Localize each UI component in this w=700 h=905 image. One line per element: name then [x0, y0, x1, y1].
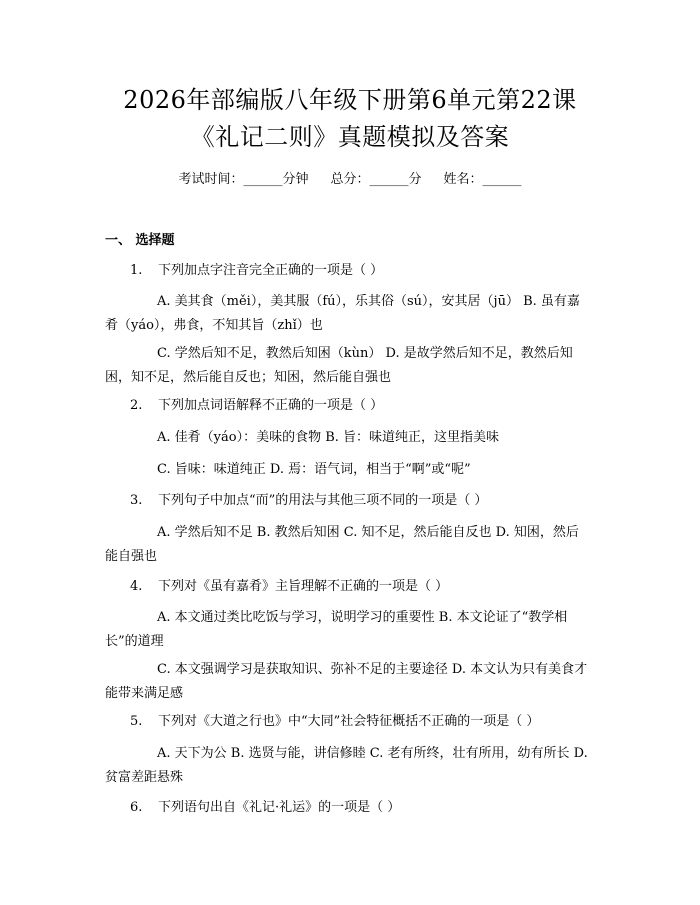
- section-heading: 一、 选择题: [105, 233, 175, 248]
- question-stem: [130, 395, 600, 417]
- question-options: A. 佳肴（yáo）：美味的食物 B. 旨：味道纯正，这里指美味: [157, 430, 500, 445]
- question-text: 下列句子中加点“而”的用法与其他三项不同的一项是（ ）: [158, 493, 488, 508]
- question-options: A. 美其食（měi），美其服（fú），乐其俗（sú），安其居（jū） B. 虽有嘉肴（yáo），弗食，不知其旨（zhǐ）也: [105, 294, 580, 333]
- question-options: C. 学然后知不足，教然后知困（kùn） D. 是故学然后知不足，教然后知困，知不足，然后能自反也；知困，然后能自强也: [105, 346, 573, 385]
- question-stem: [130, 490, 600, 512]
- question-number: 4.: [130, 579, 143, 594]
- question-stem: [130, 797, 600, 819]
- question-options: A. 学然后知不足 B. 教然后知困 C. 知不足，然后能自反也 D. 知困，然后能自强也: [105, 525, 579, 564]
- question-text: 下列对《虽有嘉肴》主旨理解不正确的一项是（ ）: [158, 579, 449, 594]
- document-title-line1: 2026年部编版八年级下册第6单元第22课: [123, 86, 577, 114]
- exam-time: 考试时间：______分钟: [178, 172, 309, 187]
- question-options: A. 天下为公 B. 选贤与能，讲信修睦 C. 老有所终，壮有所用，幼有所长 D. 贫富差距悬殊: [105, 746, 588, 785]
- question-options: C. 本文强调学习是获取知识、弥补不足的主要途径 D. 本文认为只有美食才能带来满足感: [105, 662, 588, 701]
- question-text: 下列加点字注音完全正确的一项是（ ）: [158, 263, 384, 278]
- question-text: 下列语句出自《礼记·礼运》的一项是（ ）: [158, 800, 401, 815]
- question-number: 6.: [130, 800, 143, 815]
- question-text: 下列对《大道之行也》中“大同”社会特征概括不正确的一项是（ ）: [158, 714, 540, 729]
- question-number: 3.: [130, 493, 143, 508]
- question-number: 2.: [130, 398, 143, 413]
- student-name: 姓名：______: [443, 172, 522, 187]
- question-stem: [130, 576, 600, 598]
- question-stem: [130, 260, 600, 282]
- total-score: 总分：______分: [330, 172, 422, 187]
- question-number: 5.: [130, 714, 143, 729]
- question-number: 1.: [130, 263, 143, 278]
- question-text: 下列加点词语解释不正确的一项是（ ）: [158, 398, 384, 413]
- document-title-line2: 《礼记二则》真题模拟及答案: [190, 123, 510, 151]
- question-stem: [130, 711, 600, 733]
- question-options: C. 旨味：味道纯正 D. 焉：语气词，相当于“啊”或“呢”: [157, 462, 471, 477]
- exam-info: [0, 168, 700, 187]
- question-options: A. 本文通过类比吃饭与学习，说明学习的重要性 B. 本文论证了“教学相长”的道理: [105, 610, 568, 649]
